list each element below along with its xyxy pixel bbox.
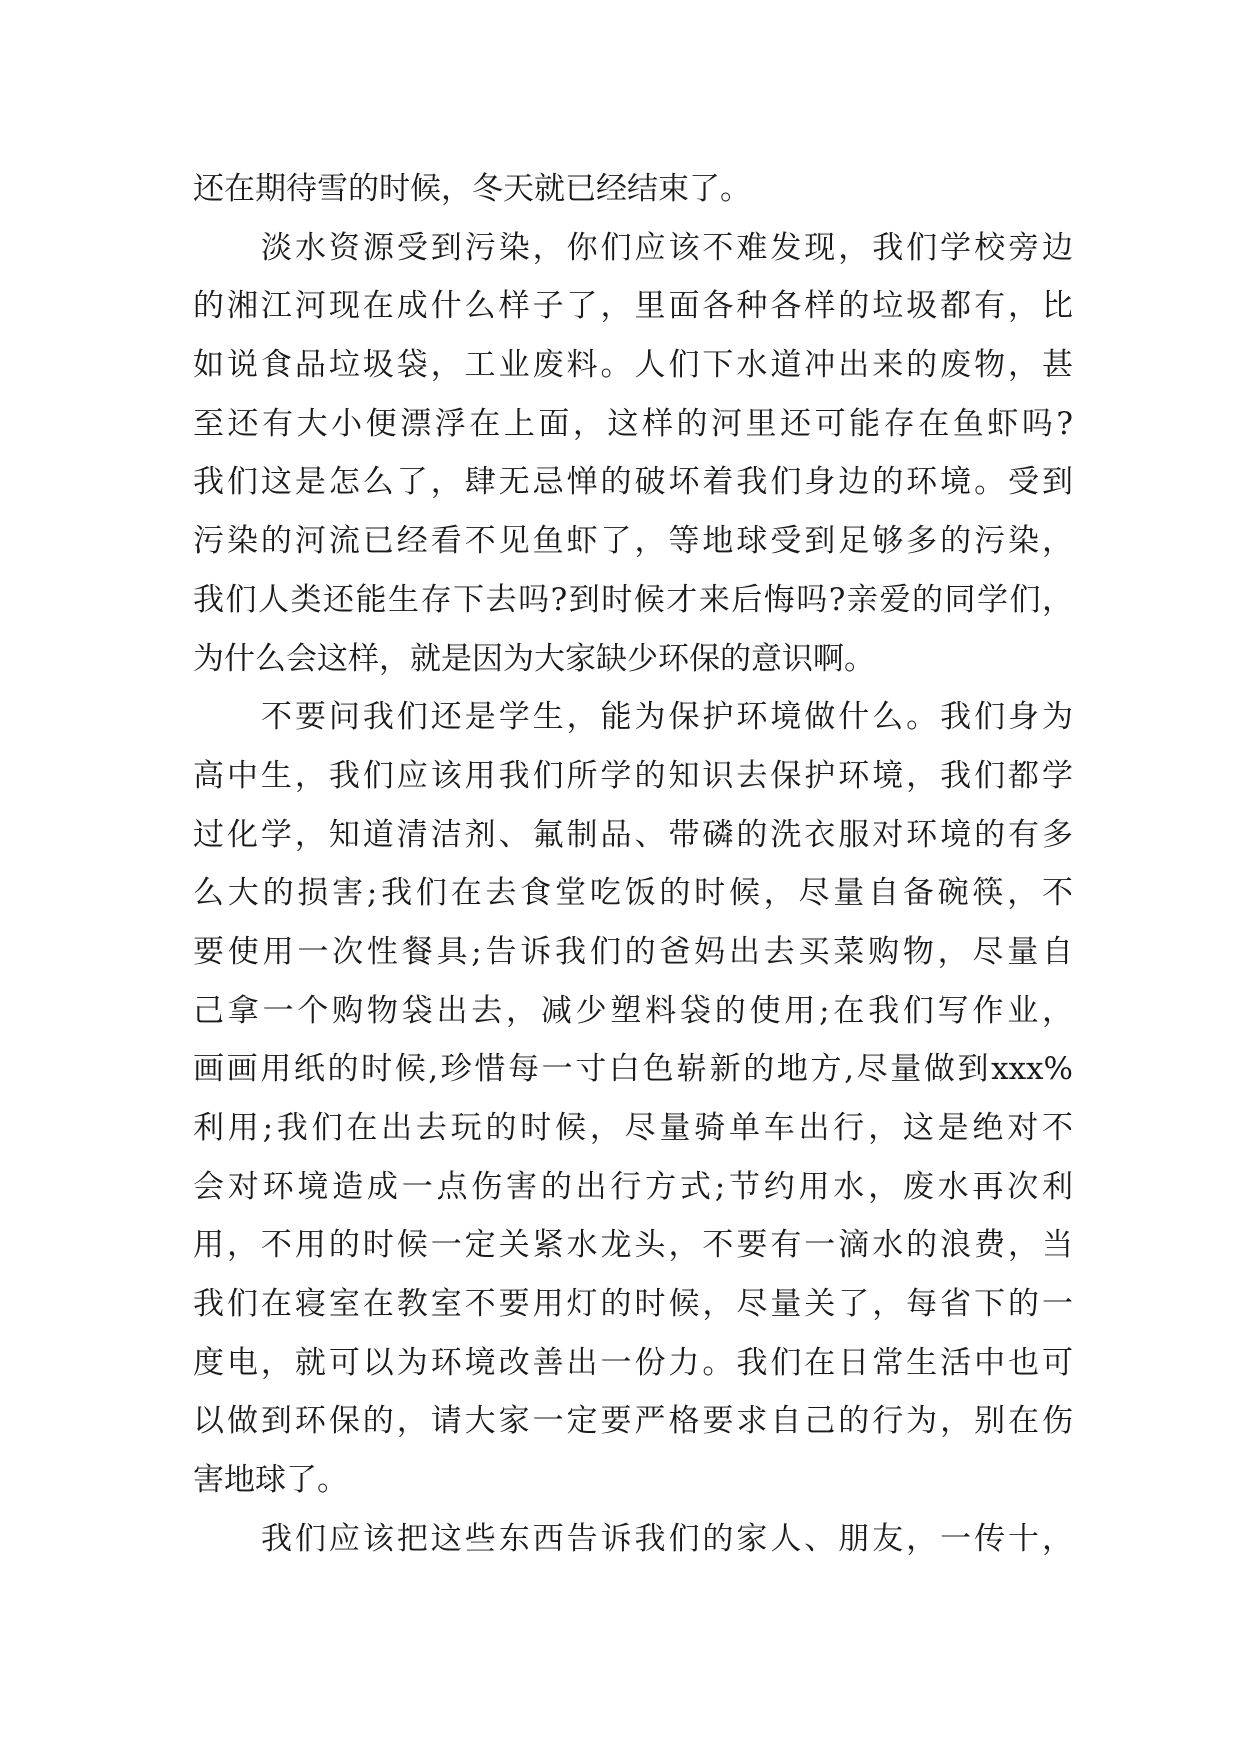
text-line: 用，不用的时候一定关紧水龙头，不要有一滴水的浪费，当 [193,1227,1073,1264]
text-line: 利用;我们在出去玩的时候，尽量骑单车出行，这是绝对不 [193,1110,1073,1146]
paragraph-first-line: 不要问我们还是学生，能为保护环境做什么。我们身为 [261,699,1073,736]
text-line: 如说食品垃圾袋，工业废料。人们下水道冲出来的废物，甚 [193,347,1073,384]
text-line: 会对环境造成一点伤害的出行方式;节约用水，废水再次利 [193,1168,1073,1205]
text-line: 画画用纸的时候,珍惜每一寸白色崭新的地方,尽量做到xxx% [193,1051,1073,1088]
text-line: 过化学，知道清洁剂、氟制品、带磷的洗衣服对环境的有多 [193,816,1073,853]
text-line: 己拿一个购物袋出去，减少塑料袋的使用;在我们写作业， [193,992,1073,1029]
body-text [193,160,1073,1569]
text-line: 至还有大小便漂浮在上面，这样的河里还可能存在鱼虾吗? [193,405,1073,442]
text-line: 要使用一次性餐具;告诉我们的爸妈出去买菜购物，尽量自 [193,933,1073,970]
text-line: 为什么会这样，就是因为大家缺少环保的意识啊。 [193,640,875,677]
text-line: 么大的损害;我们在去食堂吃饭的时候，尽量自备碗筷，不 [193,875,1073,912]
paragraph-first-line: 我们应该把这些东西告诉我们的家人、朋友，一传十， [261,1520,1073,1557]
text-line: 度电，就可以为环境改善出一份力。我们在日常生活中也可 [193,1344,1073,1381]
text-line: 污染的河流已经看不见鱼虾了，等地球受到足够多的污染， [193,523,1073,560]
text-line: 还在期待雪的时候，冬天就已经结束了。 [193,171,751,207]
text-line: 的湘江河现在成什么样子了，里面各种各样的垃圾都有，比 [193,288,1073,325]
text-line: 害地球了。 [193,1462,348,1499]
text-line: 我们这是怎么了，肆无忌惮的破坏着我们身边的环境。受到 [193,464,1073,501]
text-line: 高中生，我们应该用我们所学的知识去保护环境，我们都学 [193,757,1073,794]
text-line: 我们在寝室在教室不要用灯的时候，尽量关了，每省下的一 [193,1286,1073,1323]
text-line: 我们人类还能生存下去吗?到时候才来后悔吗?亲爱的同学们， [193,581,1073,618]
paragraph-first-line: 淡水资源受到污染，你们应该不难发现，我们学校旁边 [261,229,1073,266]
text-line: 以做到环保的，请大家一定要严格要求自己的行为，别在伤 [193,1403,1073,1440]
